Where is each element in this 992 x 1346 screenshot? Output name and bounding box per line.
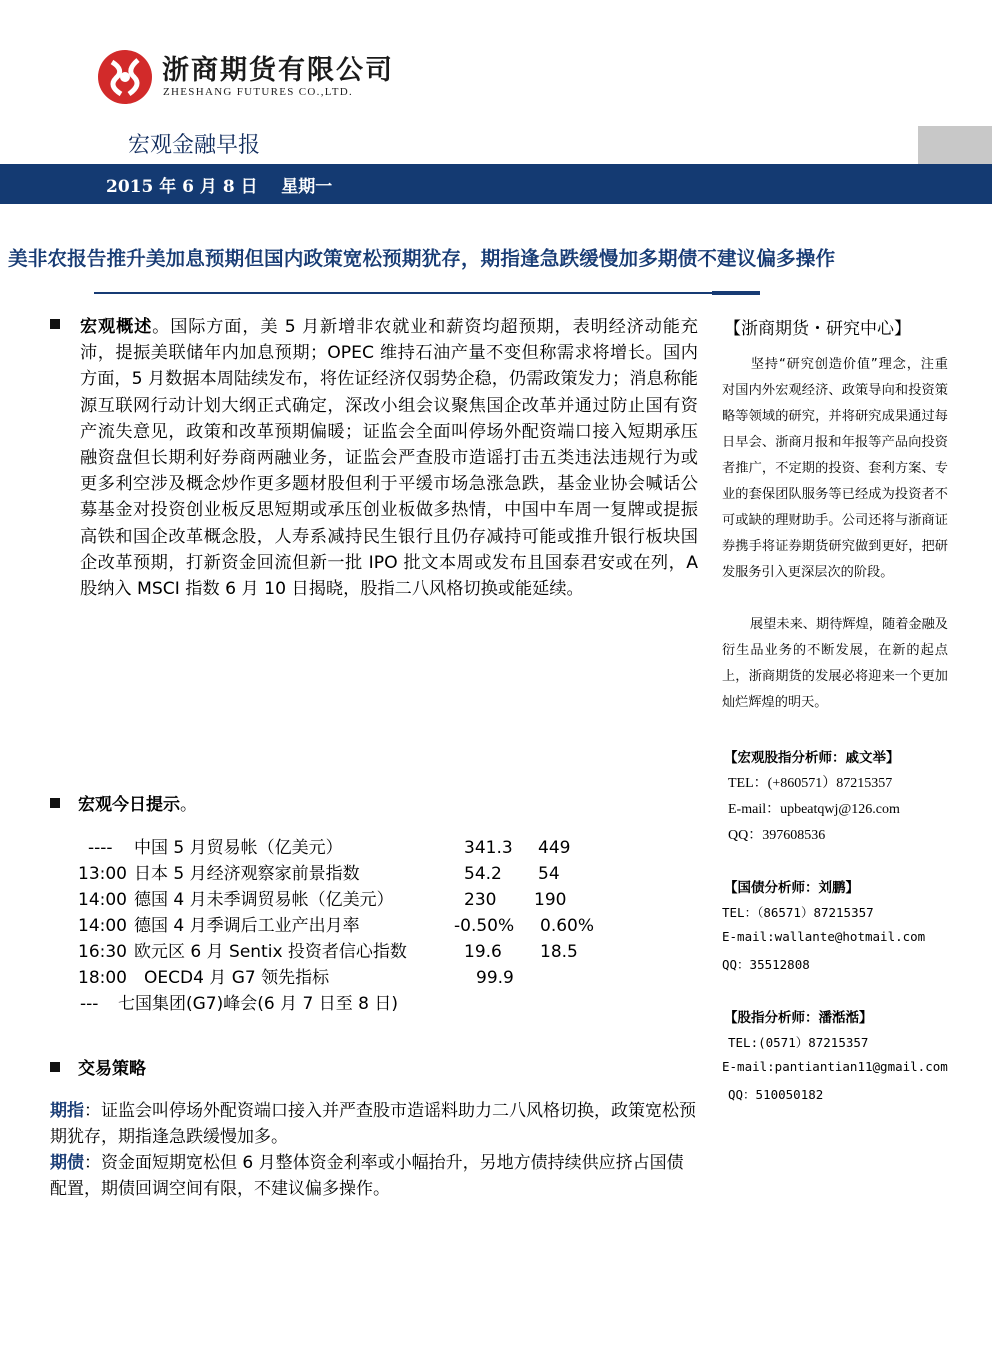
event-name: 七国集团(G7)峰会(6 月 7 日至 8 日) [118,994,398,1014]
square-bullet-icon [50,798,60,808]
analyst-email[interactable]: E-mail:wallante@hotmail.com [722,929,926,944]
event-value-2: 54 [538,864,560,884]
analyst-tel: TEL：(+860571）87215357 [728,776,893,791]
sidebar-intro-text: 坚持“研究创造价值”理念，注重对国内外宏观经济、政策导向和投资策略等领域的研究，并将研究成果通过每日早会、浙商月报和年报等产品向投资者推广，不定期的投资、套利方案、专业的套保团队服务等已经成为投资者不可或缺的理财助手。公司还将与浙商证券携手将证券期货研究做到更好，把研发服务引入更深层次的阶段。 [722,357,948,580]
event-time: 13:00 [78,864,127,884]
overview-text: 。国际方面，美 5 月新增非农就业和薪资均超预期，表明经济动能充沛，提振美联储年内加息预期；OPEC 维持石油产量不变但称需求将增长。国内方面，5 月数据本周陆续发布，将佐证经济仅弱势企稳，仍需政策发力；消息称能源互联网行动计划大纲正式确定，深改小组会议聚焦国企改革并通过防止国有资产流失意见，政策和改革预期偏暖；证监会全面叫停场外配资端口接入短期承压融资盘但长期利好券商两融业务，证监会严查股市造谣打击五类违法违规行为或更多利空涉及概念炒作更多题材股但利于平缓市场急涨急跌，基金业协会喊话公募基金对投资创业板反思短期或承压创业板做多热情，中国中车周一复牌或提振高铁和国企改革概念股，人寿系减持民生银行且仍存减持可能或推升银行板块国企改革预期，打新资金回流但新一批 IPO 批文本周或发布且国泰君安或在列，A 股纳入 MSCI 指数 6 月 10 日揭晓，股指二八风格切换或能延续。 [80,317,698,600]
strategy-heading [50,1054,146,1079]
strategy-item-bond-futures [50,1150,698,1202]
analyst-email[interactable]: E-mail:pantiantian11@gmail.com [722,1059,948,1074]
analyst-email[interactable]: E-mail：upbeatqwj@126.com [728,802,900,817]
event-value-2: 449 [538,838,571,858]
event-value-2: 0.60% [540,916,595,936]
headline: 美非农报告推升美加息预期但国内政策宽松预期犹存，期指逢急跌缓慢加多期债不建议偏多操作 [8,247,836,270]
event-name: OECD4 月 G7 领先指标 [144,968,330,988]
event-value-1: 230 [464,890,497,910]
report-type: 宏观金融早报 [128,133,261,158]
square-bullet-icon [50,1062,60,1072]
analyst-tel: TEL：（86571）87215357 [722,905,874,920]
strategy-key: 期债 [50,1153,84,1173]
headline-divider [94,292,760,294]
company-logo [96,44,394,106]
strategy-key: 期指 [50,1101,84,1121]
analyst-heading: 【宏观股指分析师：戚文举】 [724,750,900,766]
event-value-1: 54.2 [464,864,502,884]
date-bar [0,164,992,204]
event-value-1: 99.9 [476,968,514,988]
overview-paragraph [80,314,698,602]
analyst-qq: QQ：35512808 [722,957,810,972]
analyst-qq: QQ：397608536 [728,828,826,843]
event-name: 德国 4 月季调后工业产出月率 [134,916,360,936]
event-time: ---- [88,838,113,858]
sidebar-outlook [722,612,948,716]
strategy-heading-text: 交易策略 [78,1059,146,1079]
event-time: --- [80,994,99,1014]
weekday: 星期一 [281,177,333,197]
event-name: 日本 5 月经济观察家前景指数 [134,864,360,884]
overview-bullet [50,316,78,336]
event-name: 欧元区 6 月 Sentix 投资者信心指数 [134,942,407,962]
analyst-qq: QQ：510050182 [728,1087,824,1102]
analyst-heading: 【国债分析师：刘鹏】 [724,880,859,896]
logo-chinese-name: 浙商期货有限公司 [162,55,394,86]
logo-english-name: ZHESHANG FUTURES CO.,LTD. [163,86,354,98]
sidebar-intro [722,352,948,586]
event-name: 中国 5 月贸易帐（亿美元） [134,838,343,858]
company-logo-icon [96,48,154,106]
header-decoration [918,126,992,164]
strategy-item-futures-index [50,1098,698,1150]
event-time: 14:00 [78,890,127,910]
today-heading-suffix: 。 [180,795,197,815]
event-value-1: 19.6 [464,942,502,962]
event-time: 16:30 [78,942,127,962]
analyst-heading: 【股指分析师：潘湉湉】 [724,1010,873,1026]
square-bullet-icon [50,319,60,329]
strategy-text: ：证监会叫停场外配资端口接入并严查股市造谣料助力二八风格切换，政策宽松预期犹存，期指逢急跌缓慢加多。 [50,1101,696,1147]
overview-label: 宏观概述 [80,317,153,337]
event-time: 14:00 [78,916,127,936]
strategy-text: ：资金面短期宽松但 6 月整体资金利率或小幅抬升，另地方债持续供应挤占国债配置，期债回调空间有限，不建议偏多操作。 [50,1153,684,1199]
today-heading [50,790,197,815]
event-value-1: 341.3 [464,838,513,858]
date-value: 2015 年 6 月 8 日 [106,177,258,197]
report-date [106,172,332,197]
event-name: 德国 4 月未季调贸易帐（亿美元） [134,890,394,910]
analyst-tel: TEL:(0571）87215357 [728,1035,869,1050]
event-value-2: 190 [534,890,567,910]
today-heading-text: 宏观今日提示 [78,795,180,815]
headline-divider-accent [712,291,760,295]
event-value-1: -0.50% [454,916,515,936]
sidebar-title: 【浙商期货・研究中心】 [724,319,911,339]
event-time: 18:00 [78,968,127,988]
event-value-2: 18.5 [540,942,578,962]
sidebar-outlook-text: 展望未来、期待辉煌，随着金融及衍生品业务的不断发展，在新的起点上，浙商期货的发展必将迎来一个更加灿烂辉煌的明天。 [722,617,948,710]
